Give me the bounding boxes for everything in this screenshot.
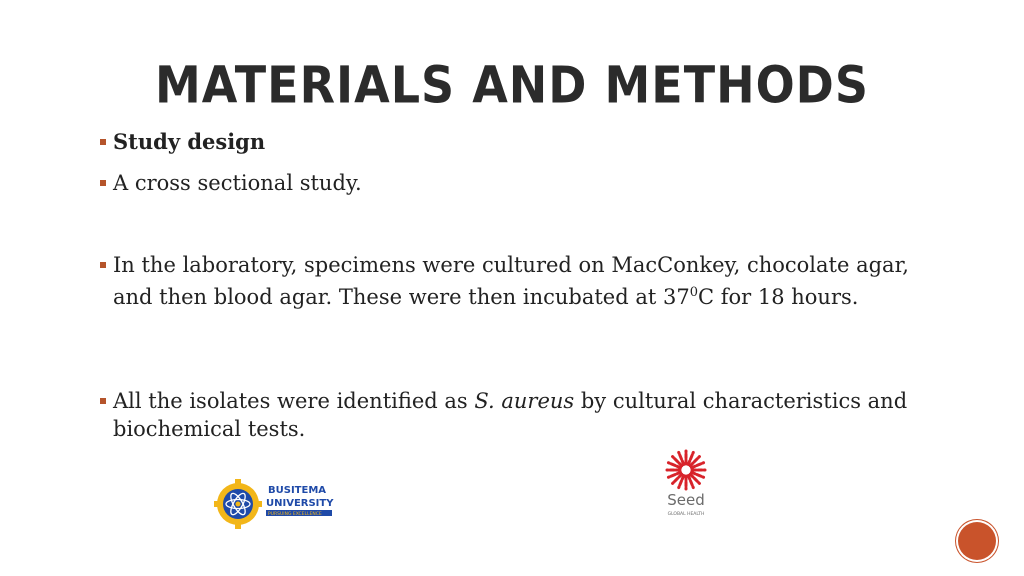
bullet-text: A cross sectional study. xyxy=(113,171,362,195)
svg-text:BUSITEMA: BUSITEMA xyxy=(268,485,327,496)
bullet-marker xyxy=(100,139,106,145)
bullet-marker xyxy=(100,180,106,186)
bullet-study-design xyxy=(100,128,940,156)
svg-text:UNIVERSITY: UNIVERSITY xyxy=(266,498,334,509)
bullet-laboratory xyxy=(100,251,940,311)
seed-global-health-logo xyxy=(655,449,717,519)
bullet-marker xyxy=(100,262,106,268)
bullet-text: In the laboratory, specimens were cultured on MacConkey, chocolate agar, and then blood agar. These were then incubated at $37^0C$ for 18 hours. xyxy=(113,253,909,309)
busitema-university-logo xyxy=(214,479,336,529)
bullet-isolates xyxy=(100,387,940,443)
svg-text:GLOBAL HEALTH: GLOBAL HEALTH xyxy=(667,512,705,517)
slide-number-badge xyxy=(958,522,996,560)
gear-emblem-icon xyxy=(214,479,262,529)
bullet-text: All the isolates were identified as S. aureus by cultural characteristics and biochemical tests. xyxy=(113,389,908,441)
svg-text:Seed: Seed xyxy=(667,491,705,509)
bullet-marker xyxy=(100,398,106,404)
bullet-text: Study design xyxy=(113,129,266,154)
slide-title: MATERIALS AND METHODS xyxy=(155,55,869,115)
degree-superscript: 0 xyxy=(689,285,698,300)
bullet-cross-sectional xyxy=(100,169,940,197)
species-name: S. aureus xyxy=(474,389,575,413)
seed-burst-icon xyxy=(667,451,705,489)
svg-text:PURSUING EXCELLENCE: PURSUING EXCELLENCE xyxy=(268,511,322,517)
